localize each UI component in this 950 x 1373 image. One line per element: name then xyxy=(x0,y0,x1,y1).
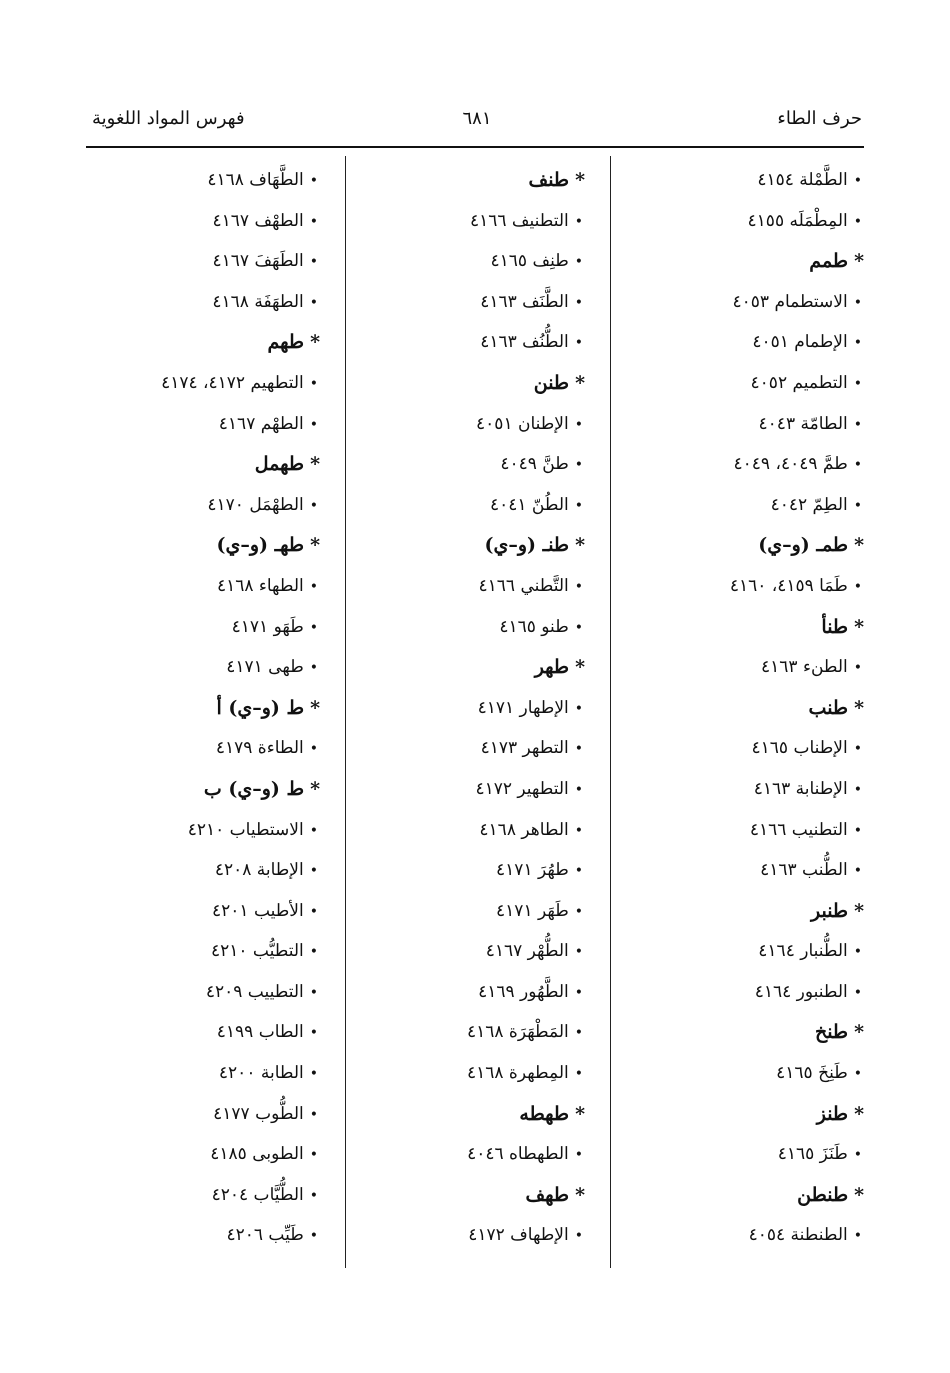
index-entry xyxy=(609,201,864,242)
entry-text: الطاهر ٤١٦٨ xyxy=(479,819,569,840)
index-entry xyxy=(355,850,585,891)
entry-text: طهُرَ ٤١٧١ xyxy=(496,860,569,881)
index-entry xyxy=(355,728,585,769)
index-entry xyxy=(355,485,585,526)
index-entry xyxy=(355,282,585,323)
bullet-icon: • xyxy=(309,1066,318,1083)
bullet-icon: • xyxy=(309,416,318,433)
entry-text: طَنِخَ ٤١٦٥ xyxy=(776,1063,848,1084)
entry-text: طَهَو ٤١٧١ xyxy=(231,616,304,637)
bullet-icon: • xyxy=(574,1066,583,1083)
index-entry xyxy=(609,1215,864,1256)
entry-text: الطهْم ٤١٦٧ xyxy=(218,413,304,434)
bullet-icon: • xyxy=(309,1187,318,1204)
index-entry xyxy=(609,931,864,972)
entry-text: طَهَر ٤١٧١ xyxy=(496,900,569,921)
bullet-icon: • xyxy=(853,822,862,839)
index-entry xyxy=(355,241,585,282)
bullet-icon: • xyxy=(853,1147,862,1164)
bullet-icon: • xyxy=(309,863,318,880)
entry-text: الطنطنة ٤٠٥٤ xyxy=(748,1225,848,1246)
index-root-heading xyxy=(355,647,585,688)
bullet-icon: • xyxy=(853,457,862,474)
index-root-heading xyxy=(90,688,320,729)
index-entry xyxy=(90,363,320,404)
bullet-icon: • xyxy=(574,294,583,311)
bullet-icon: • xyxy=(574,335,583,352)
bullet-icon: • xyxy=(574,619,583,636)
asterisk-icon: * xyxy=(575,534,585,557)
root-text: طهف xyxy=(525,1183,570,1206)
root-text: ط (و–ي) ب xyxy=(203,777,305,800)
index-entry xyxy=(355,1215,585,1256)
index-entry xyxy=(355,322,585,363)
index-entry xyxy=(355,1012,585,1053)
bullet-icon: • xyxy=(574,863,583,880)
index-entry xyxy=(90,647,320,688)
index-entry xyxy=(355,688,585,729)
index-entry xyxy=(355,810,585,851)
index-entry xyxy=(90,201,320,242)
root-text: طنب xyxy=(808,696,849,719)
bullet-icon: • xyxy=(309,903,318,920)
bullet-icon: • xyxy=(853,335,862,352)
bullet-icon: • xyxy=(574,497,583,514)
index-root-heading xyxy=(355,1094,585,1135)
entry-text: التطميم ٤٠٥٢ xyxy=(750,372,848,393)
asterisk-icon: * xyxy=(854,534,864,557)
root-text: ط (و–ي) أ xyxy=(216,696,305,719)
index-root-heading xyxy=(355,1175,585,1216)
root-text: طنطن xyxy=(797,1183,849,1206)
bullet-icon: • xyxy=(309,173,318,189)
asterisk-icon: * xyxy=(575,656,585,679)
index-entry xyxy=(90,160,320,201)
index-entry xyxy=(355,566,585,607)
entry-text: الطُّهْر ٤١٦٧ xyxy=(485,941,569,962)
bullet-icon: • xyxy=(853,213,862,230)
index-entry xyxy=(609,444,864,485)
bullet-icon: • xyxy=(853,781,862,798)
index-entry xyxy=(90,972,320,1013)
bullet-icon: • xyxy=(853,660,862,677)
bullet-icon: • xyxy=(574,741,583,758)
bullet-icon: • xyxy=(853,375,862,392)
index-entry xyxy=(90,1094,320,1135)
root-text: طنخ xyxy=(814,1021,849,1044)
bullet-icon: • xyxy=(309,1147,318,1164)
bullet-icon: • xyxy=(574,781,583,798)
index-root-heading xyxy=(609,525,864,566)
bullet-icon: • xyxy=(309,213,318,230)
entry-text: الإطهاف ٤١٧٢ xyxy=(468,1225,569,1246)
entry-text: الطُّيَّاب ٤٢٠٤ xyxy=(211,1184,304,1205)
asterisk-icon: * xyxy=(310,534,320,557)
index-entry xyxy=(90,728,320,769)
index-entry xyxy=(355,607,585,648)
entry-text: الطهاء ٤١٦٨ xyxy=(216,575,304,596)
index-entry xyxy=(90,1012,320,1053)
index-entry xyxy=(90,1134,320,1175)
index-entry xyxy=(609,810,864,851)
asterisk-icon: * xyxy=(854,1021,864,1044)
entry-text: الطهَفَة ٤١٦٨ xyxy=(212,291,304,312)
entry-text: الأطيب ٤٢٠١ xyxy=(212,900,304,921)
entry-text: طمَّ ٤٠٤٩، ٤٠٤٩ xyxy=(733,454,848,475)
entry-text: التطهير ٤١٧٢ xyxy=(475,778,569,799)
entry-text: طنَّ ٤٠٤٩ xyxy=(500,454,569,475)
index-entry xyxy=(90,241,320,282)
index-entry xyxy=(609,566,864,607)
entry-text: الطنء ٤١٦٣ xyxy=(761,657,848,678)
index-entry xyxy=(609,1053,864,1094)
entry-text: الطُنّ ٤٠٤١ xyxy=(490,494,569,515)
entry-text: الطامّة ٤٠٤٣ xyxy=(758,413,848,434)
root-text: طنز xyxy=(816,1102,849,1125)
bullet-icon: • xyxy=(853,173,862,189)
entry-text: الطنبور ٤١٦٤ xyxy=(754,981,848,1002)
bullet-icon: • xyxy=(853,1228,862,1245)
entry-text: الطابة ٤٢٠٠ xyxy=(218,1063,304,1084)
asterisk-icon: * xyxy=(575,371,585,394)
index-entry xyxy=(355,444,585,485)
header-rule xyxy=(86,146,864,148)
asterisk-icon: * xyxy=(854,696,864,719)
bullet-icon: • xyxy=(574,416,583,433)
index-entry xyxy=(90,891,320,932)
index-entry xyxy=(90,566,320,607)
bullet-icon: • xyxy=(309,619,318,636)
bullet-icon: • xyxy=(309,375,318,392)
index-root-heading xyxy=(90,322,320,363)
bullet-icon: • xyxy=(574,213,583,230)
bullet-icon: • xyxy=(574,984,583,1001)
index-column-left xyxy=(90,160,320,1256)
bullet-icon: • xyxy=(574,1228,583,1245)
bullet-icon: • xyxy=(309,578,318,595)
entry-text: الاستطمام ٤٠٥٣ xyxy=(732,291,848,312)
bullet-icon: • xyxy=(853,944,862,961)
entry-text: الطُّوب ٤١٧٧ xyxy=(213,1103,304,1124)
bullet-icon: • xyxy=(309,294,318,311)
index-entry xyxy=(355,931,585,972)
asterisk-icon: * xyxy=(575,1183,585,1206)
asterisk-icon: * xyxy=(310,777,320,800)
index-root-heading xyxy=(609,1175,864,1216)
entry-text: الإطمام ٤٠٥١ xyxy=(752,332,848,353)
entry-text: الطاءة ٤١٧٩ xyxy=(215,738,304,759)
entry-text: طنِف ٤١٦٥ xyxy=(490,251,569,272)
entry-text: الطهطاه ٤٠٤٦ xyxy=(467,1144,569,1165)
root-text: طنف xyxy=(528,169,570,191)
bullet-icon: • xyxy=(309,1106,318,1123)
bullet-icon: • xyxy=(309,741,318,758)
bullet-icon: • xyxy=(853,497,862,514)
root-text: طمـ (و–ي) xyxy=(758,534,849,557)
root-text: طنأ xyxy=(821,615,849,638)
entry-text: الطَّهَاف ٤١٦٨ xyxy=(207,170,304,190)
index-root-heading xyxy=(609,241,864,282)
index-root-heading xyxy=(609,891,864,932)
entry-text: المَطْهَرَة ٤١٦٨ xyxy=(467,1022,569,1043)
bullet-icon: • xyxy=(574,457,583,474)
index-entry xyxy=(90,607,320,648)
bullet-icon: • xyxy=(853,863,862,880)
bullet-icon: • xyxy=(574,700,583,717)
asterisk-icon: * xyxy=(310,453,320,476)
index-root-heading xyxy=(609,1094,864,1135)
entry-text: التطنيب ٤١٦٦ xyxy=(749,819,848,840)
root-text: طهطه xyxy=(519,1102,570,1125)
index-entry xyxy=(90,931,320,972)
index-root-heading xyxy=(355,525,585,566)
index-entry xyxy=(609,1134,864,1175)
index-root-heading xyxy=(609,688,864,729)
bullet-icon: • xyxy=(853,294,862,311)
bullet-icon: • xyxy=(574,254,583,271)
entry-text: الطُّنبار ٤١٦٤ xyxy=(758,941,848,962)
index-entry xyxy=(609,728,864,769)
entry-text: طَنَزَ ٤١٦٥ xyxy=(777,1144,848,1165)
index-root-heading xyxy=(355,363,585,404)
index-entry xyxy=(609,160,864,201)
index-entry xyxy=(90,404,320,445)
entry-text: التَّطني ٤١٦٦ xyxy=(478,575,569,596)
entry-text: الطهْف ٤١٦٧ xyxy=(212,210,304,231)
asterisk-icon: * xyxy=(310,331,320,354)
root-text: طهم xyxy=(267,331,305,354)
index-entry xyxy=(90,810,320,851)
root-text: طهـ (و–ي) xyxy=(216,534,305,557)
page-number: ٦٨١ xyxy=(462,108,492,129)
index-root-heading xyxy=(90,769,320,810)
entry-text: الاستطياب ٤٢١٠ xyxy=(187,819,304,840)
entry-text: الطُّنُف ٤١٦٣ xyxy=(480,332,569,353)
index-entry xyxy=(609,769,864,810)
entry-text: الإطابة ٤٢٠٨ xyxy=(214,860,304,881)
entry-text: الإطنان ٤٠٥١ xyxy=(476,413,569,434)
asterisk-icon: * xyxy=(854,615,864,638)
root-text: طنبر xyxy=(810,899,849,922)
bullet-icon: • xyxy=(574,1025,583,1042)
bullet-icon: • xyxy=(574,822,583,839)
entry-text: طهى ٤١٧١ xyxy=(226,657,304,678)
entry-text: التطييب ٤٢٠٩ xyxy=(205,981,304,1002)
asterisk-icon: * xyxy=(575,169,585,191)
index-entry xyxy=(90,1175,320,1216)
index-root-heading xyxy=(355,160,585,201)
chapter-title: حرف الطاء xyxy=(777,108,862,129)
index-entry xyxy=(90,1053,320,1094)
index-title: فهرس المواد اللغوية xyxy=(92,108,245,129)
entry-text: المِطهرة ٤١٦٨ xyxy=(467,1063,569,1084)
index-entry xyxy=(609,972,864,1013)
root-text: طهمل xyxy=(254,453,305,476)
asterisk-icon: * xyxy=(854,1102,864,1125)
index-root-heading xyxy=(609,1012,864,1053)
bullet-icon: • xyxy=(309,1025,318,1042)
index-root-heading xyxy=(90,525,320,566)
bullet-icon: • xyxy=(574,944,583,961)
bullet-icon: • xyxy=(309,660,318,677)
bullet-icon: • xyxy=(853,984,862,1001)
index-entry xyxy=(355,769,585,810)
root-text: طنـ (و–ي) xyxy=(484,534,570,557)
entry-text: التطهيم ٤١٧٢، ٤١٧٤ xyxy=(161,372,304,393)
index-entry xyxy=(90,850,320,891)
entry-text: الطاب ٤١٩٩ xyxy=(216,1022,304,1043)
bullet-icon: • xyxy=(309,944,318,961)
index-entry xyxy=(609,322,864,363)
bullet-icon: • xyxy=(574,1147,583,1164)
index-entry xyxy=(609,647,864,688)
index-entry xyxy=(355,404,585,445)
entry-text: المِطْمَلَه ٤١٥٥ xyxy=(747,210,848,231)
asterisk-icon: * xyxy=(310,696,320,719)
bullet-icon: • xyxy=(309,497,318,514)
entry-text: الإطنابة ٤١٦٣ xyxy=(753,778,848,799)
entry-text: الطَهَفَ ٤١٦٧ xyxy=(212,251,304,272)
bullet-icon: • xyxy=(309,822,318,839)
index-root-heading xyxy=(90,444,320,485)
entry-text: الطُّنب ٤١٦٣ xyxy=(760,860,848,881)
index-root-heading xyxy=(609,607,864,648)
bullet-icon: • xyxy=(309,1228,318,1245)
index-entry xyxy=(90,1215,320,1256)
page-header xyxy=(92,108,862,140)
bullet-icon: • xyxy=(853,1066,862,1083)
root-text: طنن xyxy=(533,371,570,394)
entry-text: الإطناب ٤١٦٥ xyxy=(751,738,848,759)
entry-text: الطهْمَل ٤١٧٠ xyxy=(207,494,304,515)
asterisk-icon: * xyxy=(854,250,864,273)
asterisk-icon: * xyxy=(854,899,864,922)
entry-text: طَيِّب ٤٢٠٦ xyxy=(226,1225,304,1246)
bullet-icon: • xyxy=(309,984,318,1001)
asterisk-icon: * xyxy=(575,1102,585,1125)
entry-text: طَمَا ٤١٥٩، ٤١٦٠ xyxy=(729,575,848,596)
index-entry xyxy=(355,972,585,1013)
index-entry xyxy=(609,850,864,891)
bullet-icon: • xyxy=(853,578,862,595)
index-entry xyxy=(355,891,585,932)
bullet-icon: • xyxy=(853,416,862,433)
index-entry xyxy=(355,201,585,242)
index-entry xyxy=(609,485,864,526)
bullet-icon: • xyxy=(309,254,318,271)
index-entry xyxy=(609,404,864,445)
index-column-right xyxy=(609,160,864,1256)
asterisk-icon: * xyxy=(854,1183,864,1206)
index-entry xyxy=(90,485,320,526)
index-entry xyxy=(355,1134,585,1175)
entry-text: التطيُّب ٤٢١٠ xyxy=(210,941,304,962)
entry-text: الطَّهُور ٤١٦٩ xyxy=(478,981,569,1002)
bullet-icon: • xyxy=(853,741,862,758)
index-entry xyxy=(355,1053,585,1094)
root-text: طمم xyxy=(809,250,849,273)
entry-text: التطهر ٤١٧٣ xyxy=(480,738,569,759)
entry-text: الطَّنَف ٤١٦٣ xyxy=(480,291,569,312)
index-entry xyxy=(609,363,864,404)
entry-text: الطَّمْلة ٤١٥٤ xyxy=(757,170,848,190)
bullet-icon: • xyxy=(574,903,583,920)
entry-text: التطنيف ٤١٦٦ xyxy=(469,210,569,231)
entry-text: الطِمّ ٤٠٤٢ xyxy=(770,494,848,515)
entry-text: طنو ٤١٦٥ xyxy=(499,616,569,637)
column-divider-left xyxy=(345,156,346,1268)
entry-text: الطوبى ٤١٨٥ xyxy=(210,1144,304,1165)
index-entry xyxy=(609,282,864,323)
index-entry xyxy=(90,282,320,323)
index-column-middle xyxy=(355,160,585,1256)
entry-text: الإطهار ٤١٧١ xyxy=(477,697,569,718)
bullet-icon: • xyxy=(574,578,583,595)
root-text: طهر xyxy=(534,656,570,679)
